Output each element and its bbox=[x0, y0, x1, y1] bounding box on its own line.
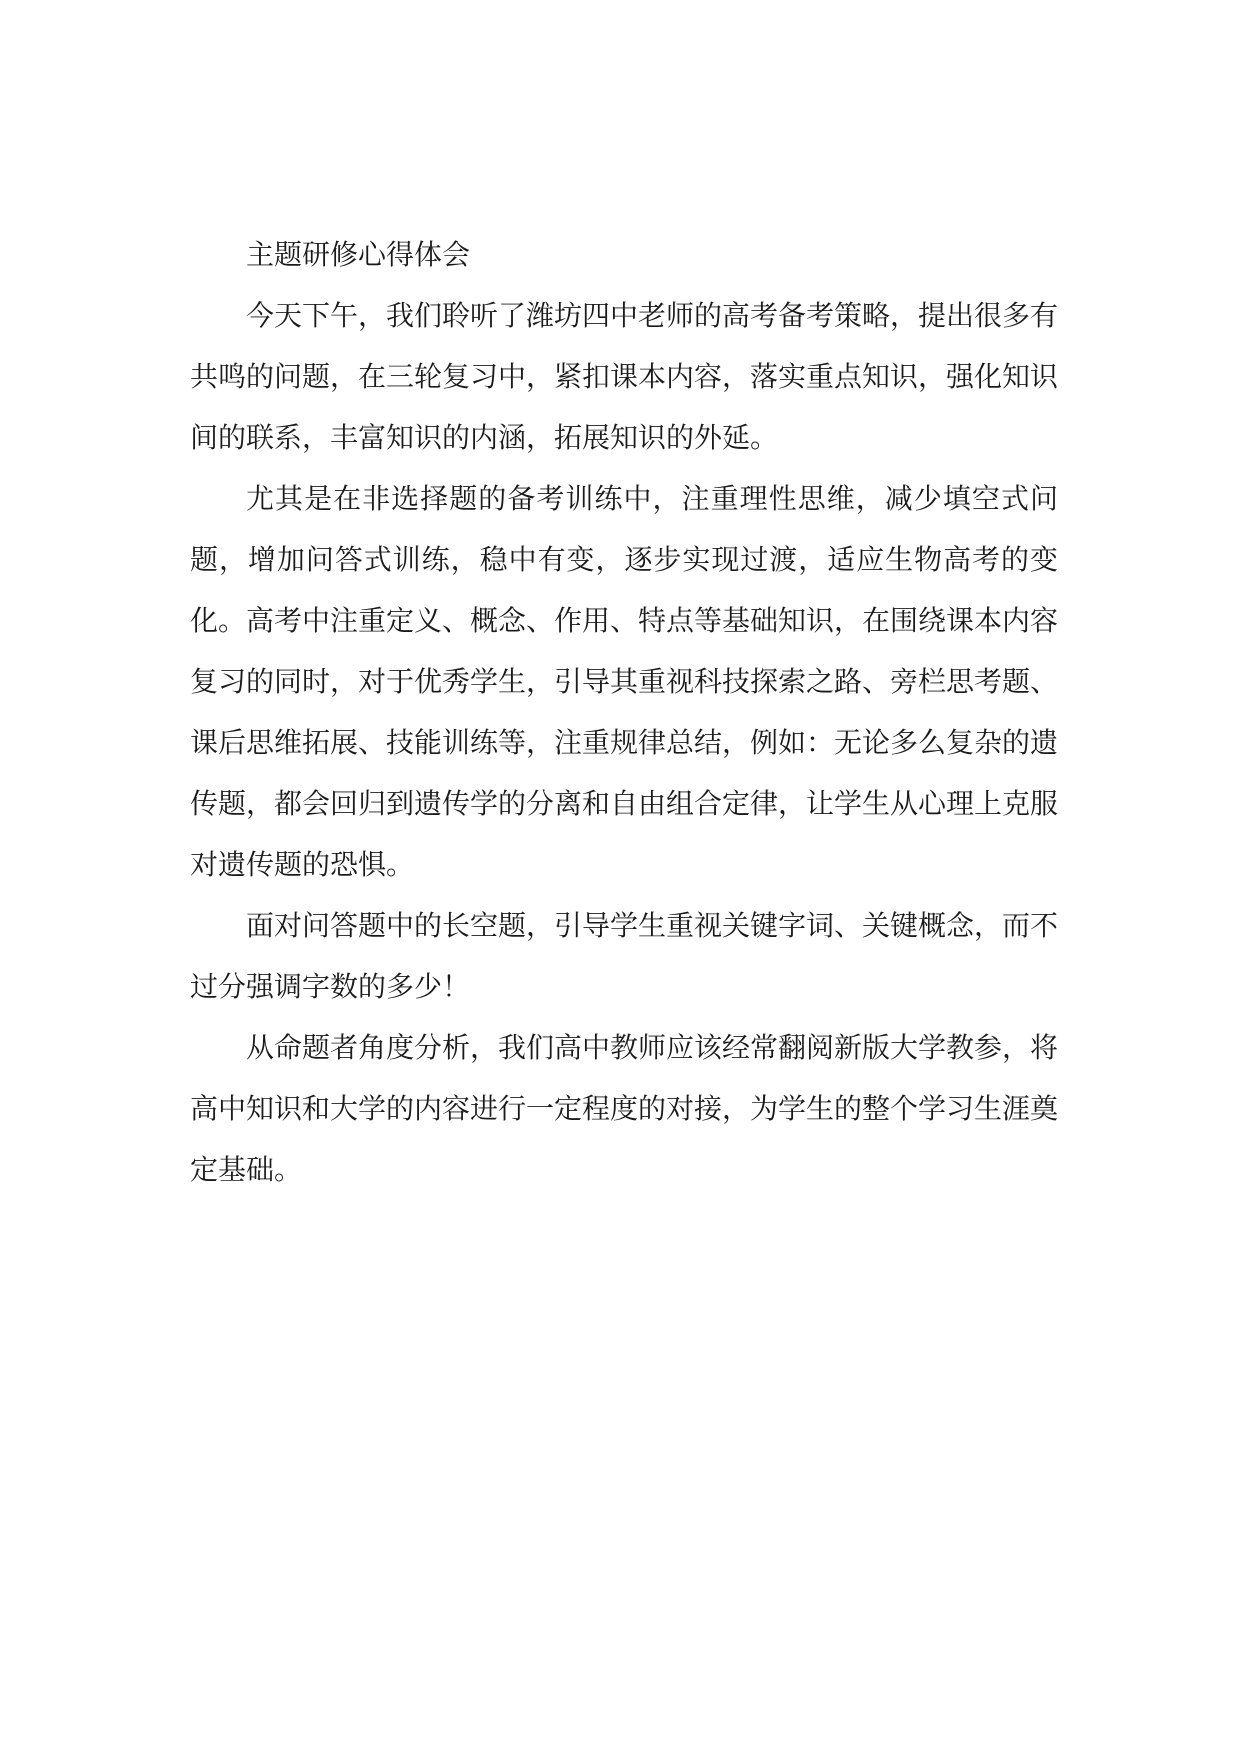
paragraph-2: 尤其是在非选择题的备考训练中，注重理性思维，减少填空式问题，增加问答式训练，稳中有变，逐步实现过渡，适应生物高考的变化。高考中注重定义、概念、作用、特点等基础知识，在围绕课本内容复习的同时，对于优秀学生，引导其重视科技探索之路、旁栏思考题、课后思维拓展、技能训练等，注重规律总结，例如：无论多么复杂的遗传题，都会回归到遗传学的分离和自由组合定律，让学生从心理上克服对遗传题的恐惧。 bbox=[190, 482, 1059, 881]
paragraph-3: 面对问答题中的长空题，引导学生重视关键字词、关键概念，而不过分强调字数的多少！ bbox=[190, 909, 1059, 1003]
paragraph-4: 从命题者角度分析，我们高中教师应该经常翻阅新版大学教参，将高中知识和大学的内容进行一定程度的对接，为学生的整个学习生涯奠定基础。 bbox=[190, 1031, 1059, 1186]
document-body bbox=[190, 224, 1058, 1200]
document-title: 主题研修心得体会 bbox=[246, 238, 471, 271]
paragraph-1: 今天下午，我们聆听了潍坊四中老师的高考备考策略，提出很多有共鸣的问题，在三轮复习中，紧扣课本内容，落实重点知识，强化知识间的联系，丰富知识的内涵，拓展知识的外延。 bbox=[190, 299, 1059, 454]
